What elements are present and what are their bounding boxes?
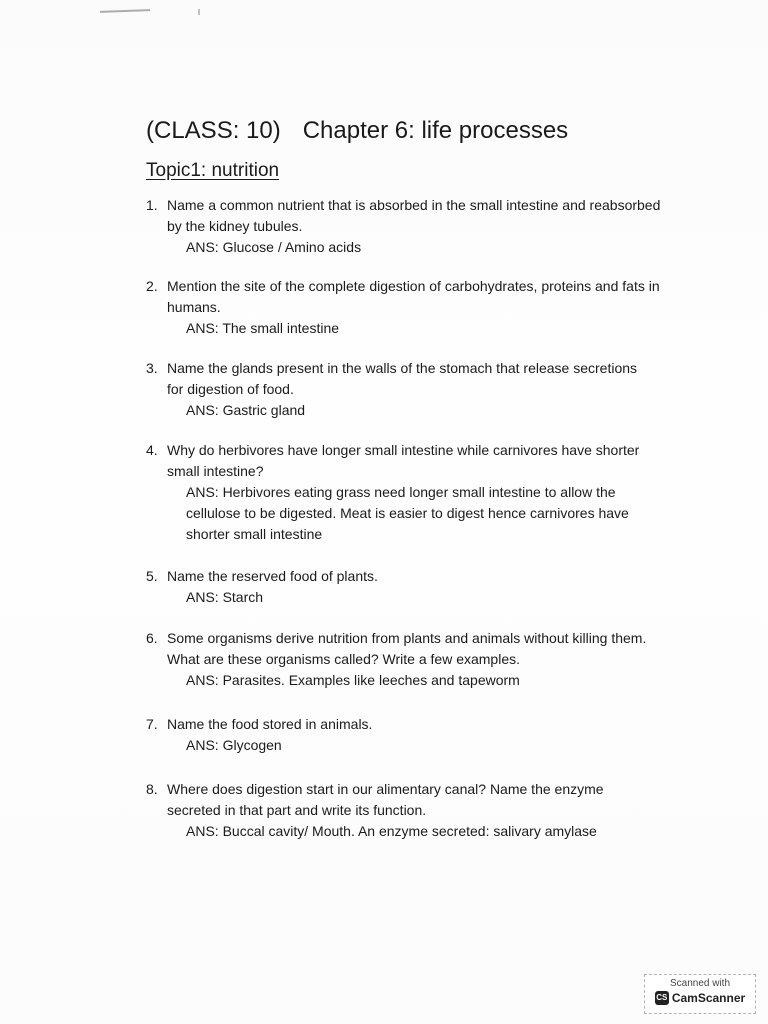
question-number: 6. <box>146 630 158 646</box>
watermark-brand-name: CamScanner <box>671 991 746 1005</box>
question-text: Name the food stored in animals. <box>167 716 373 732</box>
question-item <box>146 628 667 691</box>
question-number: 5. <box>146 568 158 584</box>
answer-text: ANS: Glucose / Amino acids <box>186 239 362 255</box>
question-text: Name a common nutrient that is absorbed in the small intestine and reabsorbed by the kidney tubules. <box>167 197 661 234</box>
question-item <box>146 714 657 756</box>
question-text: Some organisms derive nutrition from plants and animals without killing them. What are these organisms called? Write a few examples. <box>167 630 647 667</box>
question-number: 4. <box>146 442 158 458</box>
chapter-label: Chapter 6: life processes <box>302 117 569 144</box>
answer-text: ANS: Gastric gland <box>186 402 306 418</box>
question-item <box>146 195 667 258</box>
question-item <box>146 358 657 421</box>
question-item <box>146 440 657 545</box>
question-text: Where does digestion start in our alimentary canal? Name the enzyme secreted in that part and write its function. <box>167 781 604 818</box>
camscanner-logo-icon: CS <box>655 991 669 1005</box>
answer-text: ANS: Starch <box>186 589 264 605</box>
watermark-caption: Scanned with <box>669 978 731 989</box>
question-number: 2. <box>146 278 158 294</box>
watermark-brand <box>649 991 751 1005</box>
answer-text: ANS: Buccal cavity/ Mouth. An enzyme secreted: salivary amylase <box>186 823 597 839</box>
answer-text: ANS: Glycogen <box>186 737 282 753</box>
question-number: 1. <box>146 197 158 213</box>
page-title <box>146 117 568 145</box>
scan-dot <box>198 9 200 15</box>
camscanner-watermark <box>644 974 756 1014</box>
question-item <box>146 276 667 339</box>
question-text: Name the glands present in the walls of the stomach that release secretions for digestion of food. <box>167 360 638 397</box>
answer-text: ANS: The small intestine <box>186 320 340 336</box>
question-number: 7. <box>146 716 158 732</box>
question-text: Name the reserved food of plants. <box>167 568 378 584</box>
question-text: Why do herbivores have longer small intestine while carnivores have shorter small intestine? <box>167 442 640 479</box>
question-number: 3. <box>146 360 158 376</box>
question-number: 8. <box>146 781 158 797</box>
answer-text: ANS: Herbivores eating grass need longer small intestine to allow the cellulose to be digested. Meat is easier to digest hence carnivores have shorter small intestine <box>186 484 629 542</box>
question-item <box>146 566 657 608</box>
scan-mark <box>100 9 150 13</box>
class-label: (CLASS: 10) <box>146 117 281 144</box>
question-text: Mention the site of the complete digestion of carbohydrates, proteins and fats in humans. <box>167 278 660 315</box>
question-item <box>146 779 657 842</box>
topic-heading: Topic1: nutrition <box>146 160 280 181</box>
answer-text: ANS: Parasites. Examples like leeches and tapeworm <box>186 672 520 688</box>
